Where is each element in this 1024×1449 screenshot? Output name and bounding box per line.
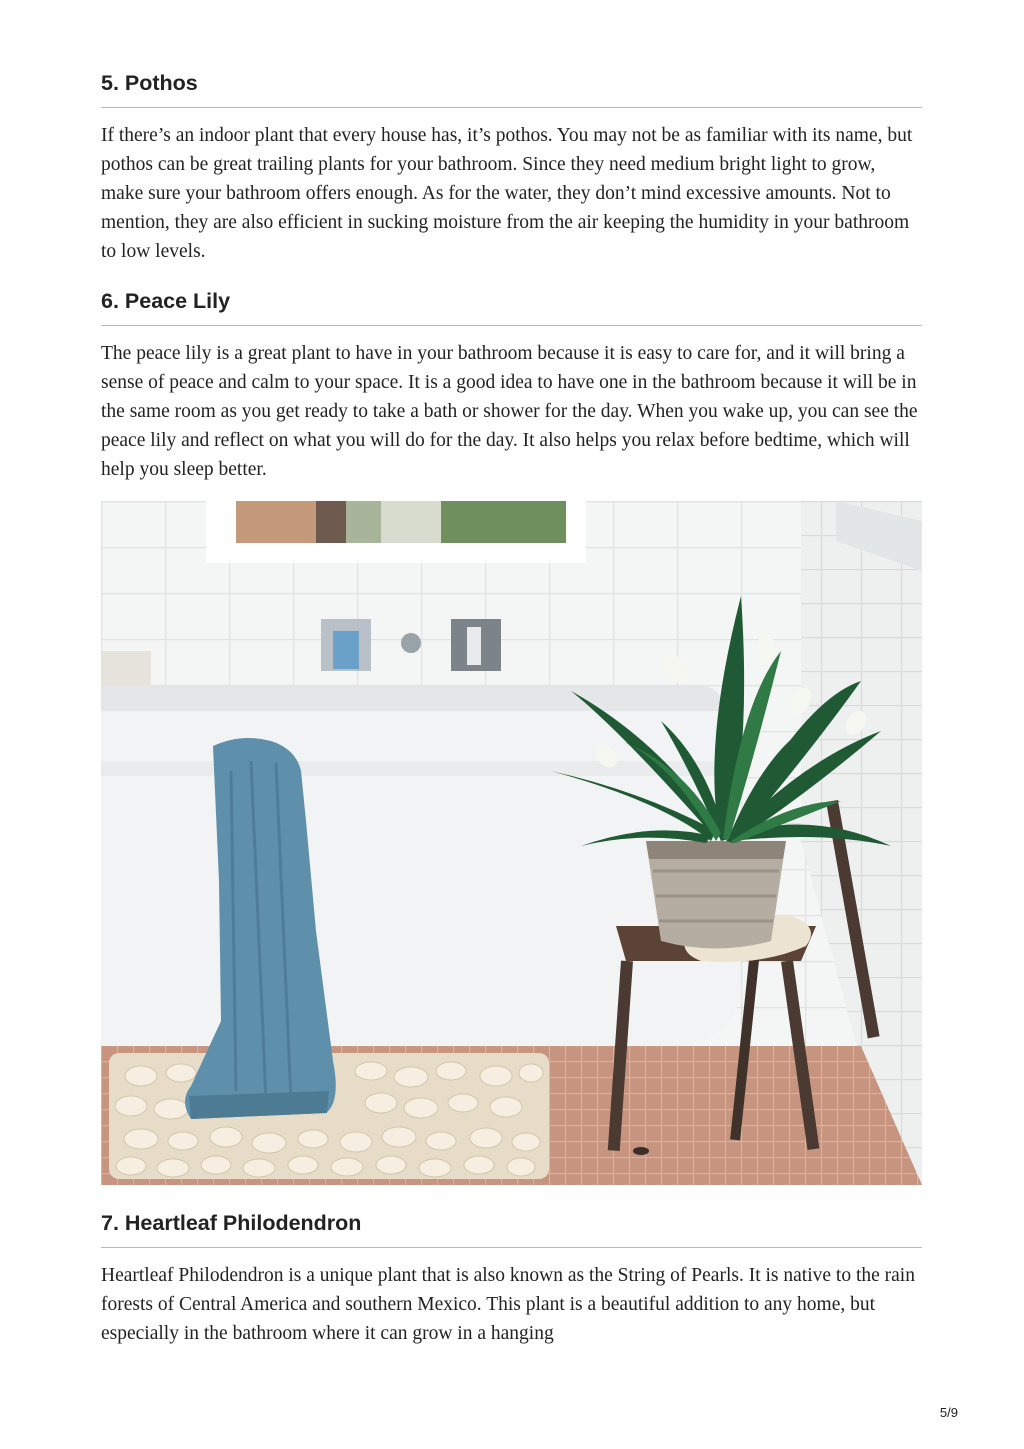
page-number: 5/9: [939, 1405, 958, 1420]
section-body: Heartleaf Philodendron is a unique plant that is also known as the String of Pearls. It is native to the rain forests of Central America and southern Mexico. This plant is a beautiful addition to any home, but especially in the bathroom where it can grow in a hanging: [101, 1264, 915, 1344]
peace-lily-bathroom-photo: [101, 501, 922, 1185]
section-heartleaf-philodendron: [101, 1213, 922, 1348]
section-heading: 7. Heartleaf Philodendron: [101, 1211, 362, 1235]
section-pothos: [101, 73, 922, 266]
heading-rule: [101, 107, 922, 108]
section-body: If there’s an indoor plant that every house has, it’s pothos. You may not be as familiar with its name, but pothos can be great trailing plants for your bathroom. Since they need medium bright light to grow, make sure your bathroom offers enough. As for the water, they don’t mind excessive amounts. Not to mention, they are also efficient in sucking moisture from the air keeping the humidity in your bathroom to low levels.: [101, 124, 913, 262]
section-heading: 6. Peace Lily: [101, 289, 231, 313]
section-peace-lily: [101, 291, 922, 484]
section-body: The peace lily is a great plant to have in your bathroom because it is easy to care for, and it will bring a sense of peace and calm to your space. It is a good idea to have one in the bathroom because it will be in the same room as you get ready to take a bath or shower for the day. When you wake up, you can see the peace lily and reflect on what you will do for the day. It also helps you relax before bedtime, which will help you sleep better.: [101, 342, 918, 480]
heading-rule: [101, 325, 922, 326]
section-heading: 5. Pothos: [101, 71, 198, 95]
heading-rule: [101, 1247, 922, 1248]
